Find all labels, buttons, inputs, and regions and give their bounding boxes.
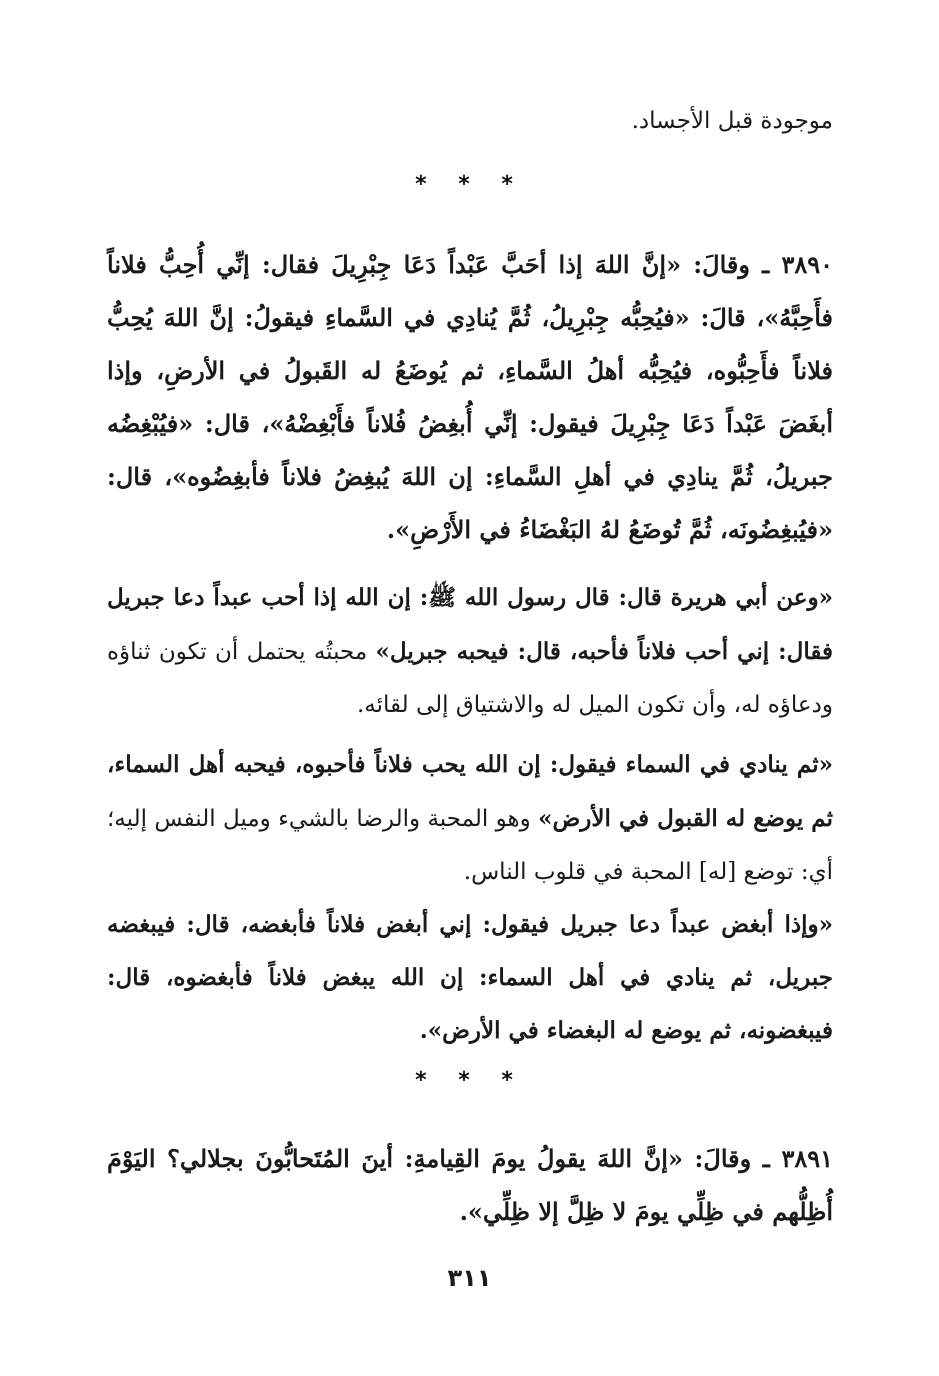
commentary-paragraph-1 (107, 571, 833, 732)
section-separator: * * * (415, 172, 525, 197)
commentary-explanation: وهو المحبة والرضا بالشيء وميل النفس إليه؛ أي: توضع [له] المحبة في قلوب الناس. (107, 806, 833, 885)
quoted-hadith-text: «وعن أبي هريرة قال: قال رسول الله ﷺ: إن الله إذا أحب عبداً دعا جبريل فقال: إني أحب فلاناً فأحبه، قال: فيحبه جبريل» (107, 584, 833, 665)
commentary-explanation: محبتُه يحتمل أن تكون ثناؤه ودعاؤه له، وأن تكون الميل له والاشتياق إلى لقائه. (107, 639, 833, 718)
quoted-hadith-text: «ثم ينادي في السماء فيقول: إن الله يحب فلاناً فأحبوه، فيحبه أهل السماء، ثم يوضع له القبول في الأرض» (107, 751, 833, 832)
commentary-paragraph-2 (107, 738, 833, 899)
commentary-paragraph-3: «وإذا أبغض عبداً دعا جبريل فيقول: إني أبغض فلاناً فأبغضه، قال: فيبغضه جبريل، ثم ينادي في أهل السماء: إن الله يبغض فلاناً فأبغضوه، قال: فيبغضونه، ثم يوضع له البغضاء في الأرض». (107, 911, 833, 1044)
page-number: ٣١١ (447, 1264, 492, 1292)
hadith-3890: ٣٨٩٠ ـ وقالَ: «إنَّ اللهَ إذا أحَبَّ عَبْداً دَعَا جِبْرِيلَ فقال: إنِّي أُحِبُّ فلاناً فأَحِبَّهُ»، قالَ: «فيُحِبُّه جِبْرِيلُ، ثُمَّ يُنادِي في السَّماءِ فيقولُ: إنَّ اللهَ يُحِبُّ فلاناً فأَحِبُّوه، فيُحِبُّه أهلُ السَّماءِ، ثم يُوضَعُ له القَبولُ في الأرضِ، وإذا أبغَضَ عَبْداً دَعَا جِبْرِيلَ فيقول: إنِّي أُبغِضُ فُلاناً فأَبْغِضْهُ»، قال: «فيُبْغِضُه جبريلُ، ثُمَّ ينادِي في أهلِ السَّماءِ: إن اللهَ يُبغِضُ فلاناً فأبغِضُوه»، قال: «فيُبغِضُونَه، ثُمَّ تُوضَعُ لهُ البَغْضَاءُ في الأَرْضِ». (107, 250, 833, 544)
section-separator: * * * (415, 1068, 525, 1093)
hadith-3891: ٣٨٩١ ـ وقالَ: «إنَّ اللهَ يقولُ يومَ القِيامةِ: أينَ المُتَحابُّونَ بجلالي؟ اليَوْمَ أُظِلُّهم في ظِلِّي يومَ لا ظِلَّ إلا ظِلِّي». (107, 1144, 833, 1226)
continuation-text: موجودة قبل الأجساد. (631, 108, 833, 134)
